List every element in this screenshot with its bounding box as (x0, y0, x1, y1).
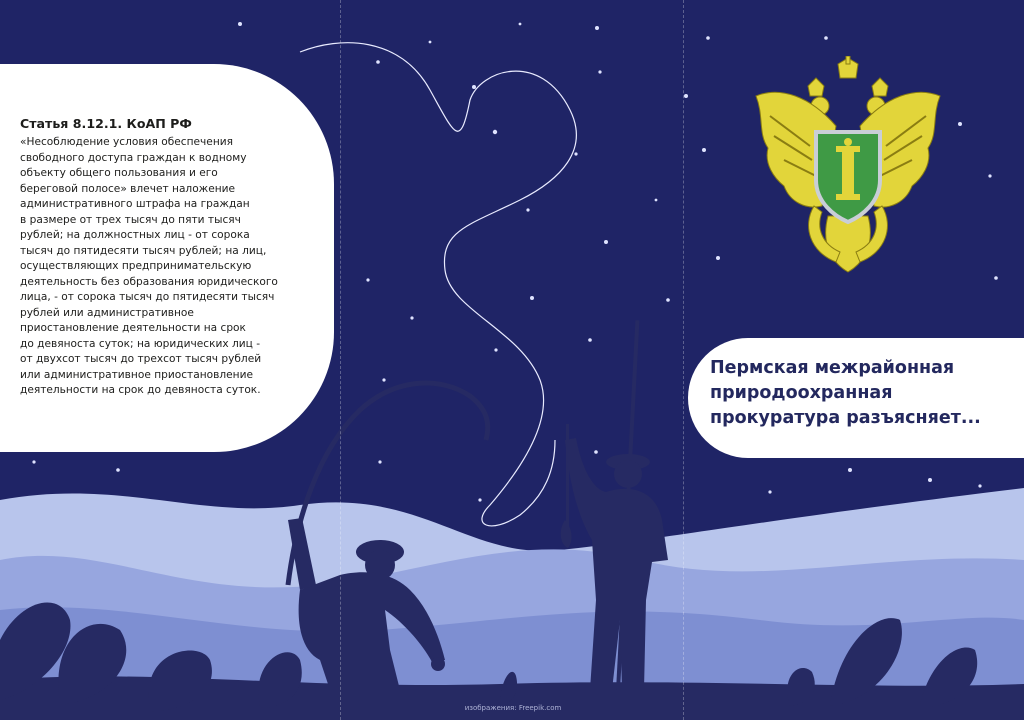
article-line: лица, - от сорока тысяч до пятидесяти тысяч (20, 291, 275, 303)
article-line: свободного доступа граждан к водному (20, 151, 247, 164)
headline-line-2: природоохранная (710, 383, 893, 403)
article-line: рублей или административное (20, 306, 194, 319)
double-headed-eagle-emblem (750, 56, 946, 276)
fold-line-right (683, 0, 684, 720)
image-credit: изображения: Freepik.com (464, 704, 562, 712)
article-line: в размере от трех тысяч до пяти тысяч (20, 213, 241, 226)
headline-line-1: Пермская межрайонная (710, 358, 955, 378)
article-line: береговой полосе» влечет наложение (20, 182, 236, 195)
article-title: Статья 8.12.1. КоАП РФ (20, 116, 192, 131)
article-line: осуществляющих предпринимательскую (20, 260, 252, 272)
fold-line-left (340, 0, 341, 720)
article-line: приостановление деятельности на срок (20, 322, 246, 334)
article-line: объекту общего пользования и его (20, 167, 218, 179)
article-line: тысяч до пятидесяти тысяч рублей; на лиц, (20, 244, 267, 257)
article-line: деятельность без образования юридического (20, 275, 278, 288)
headline-card (688, 338, 1024, 458)
article-line: «Несоблюдение условия обеспечения (20, 136, 234, 148)
article-line: деятельности на срок до девяноста суток. (20, 384, 261, 396)
headline-line-3: прокуратура разъясняет... (710, 408, 981, 428)
article-line: административного штрафа на граждан (20, 198, 250, 210)
article-line: от двухсот тысяч до трехсот тысяч рублей (20, 353, 262, 365)
article-line: до девяноста суток; на юридических лиц - (20, 337, 261, 350)
article-line: рублей; на должностных лиц - от сорока (20, 229, 250, 241)
article-card (0, 64, 334, 452)
article-line: или административное приостановление (20, 368, 253, 381)
article-body (20, 135, 316, 399)
